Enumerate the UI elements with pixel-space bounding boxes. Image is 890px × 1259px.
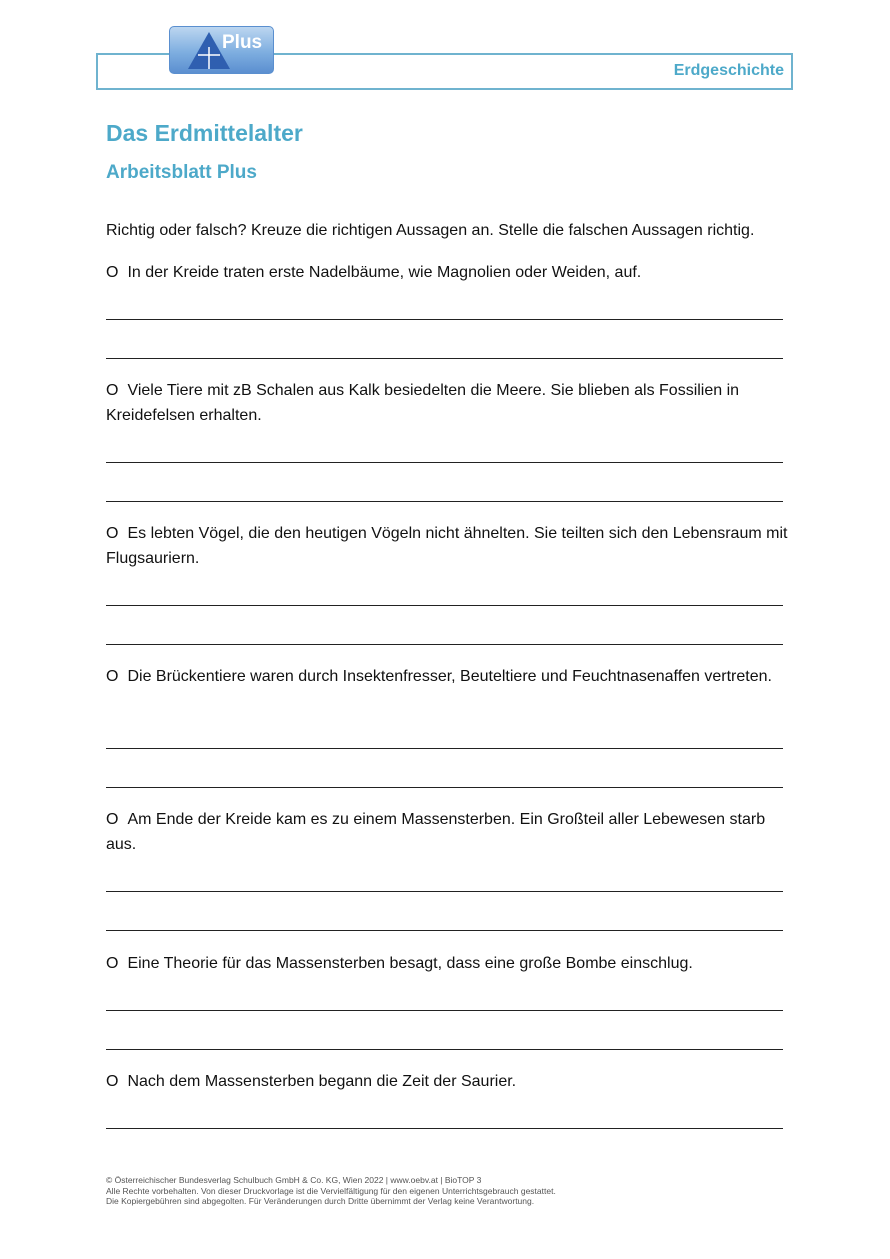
checkbox-marker[interactable]: O <box>106 668 119 685</box>
statement-text: Es lebten Vögel, die den heutigen Vögeln nicht ähnelten. Sie teilten sich den Lebensraum mit Flugsauriern. <box>106 525 788 567</box>
answer-line[interactable] <box>106 891 783 892</box>
statement-2 <box>106 378 791 428</box>
statement-1 <box>106 260 791 285</box>
footer-copyright: © Österreichischer Bundesverlag Schulbuch GmbH & Co. KG, Wien 2022 | www.oebv.at | BioTOP 3 <box>106 1175 482 1185</box>
statement-text: Viele Tiere mit zB Schalen aus Kalk besiedelten die Meere. Sie blieben als Fossilien in Kreidefelsen erhalten. <box>106 382 740 424</box>
answer-line[interactable] <box>106 1049 783 1050</box>
answer-line[interactable] <box>106 930 783 931</box>
checkbox-marker[interactable]: O <box>106 811 119 828</box>
page-subtitle: Arbeitsblatt Plus <box>106 162 257 183</box>
logo <box>169 26 274 74</box>
answer-line[interactable] <box>106 605 783 606</box>
checkbox-marker[interactable]: O <box>106 955 119 972</box>
answer-line[interactable] <box>106 462 783 463</box>
statement-text: Die Brückentiere waren durch Insektenfresser, Beuteltiere und Feuchtnasenaffen vertreten. <box>127 668 772 685</box>
statement-5 <box>106 807 791 857</box>
statement-text: Am Ende der Kreide kam es zu einem Massensterben. Ein Großteil aller Lebewesen starb aus. <box>106 811 766 853</box>
footer-disclaimer: Die Kopiergebühren sind abgegolten. Für Veränderungen durch Dritte übernimmt der Verlag keine Verantwortung. <box>106 1196 535 1206</box>
statement-text: Eine Theorie für das Massensterben besagt, dass eine große Bombe einschlug. <box>127 955 693 972</box>
checkbox-marker[interactable]: O <box>106 1073 119 1090</box>
answer-line[interactable] <box>106 1128 783 1129</box>
answer-line[interactable] <box>106 787 783 788</box>
footer-rights: Alle Rechte vorbehalten. Von dieser Druckvorlage ist die Vervielfältigung für den eigenen Unterrichtsgebrauch gestattet. <box>106 1185 556 1196</box>
checkbox-marker[interactable]: O <box>106 382 119 399</box>
answer-line[interactable] <box>106 644 783 645</box>
statement-text: In der Kreide traten erste Nadelbäume, wie Magnolien oder Weiden, auf. <box>127 264 642 281</box>
section-label: Erdgeschichte <box>673 62 784 79</box>
checkbox-marker[interactable]: O <box>106 525 119 542</box>
footer <box>106 1175 556 1207</box>
checkbox-marker[interactable]: O <box>106 264 119 281</box>
answer-line[interactable] <box>106 501 783 502</box>
statement-text: Nach dem Massensterben begann die Zeit der Saurier. <box>127 1073 517 1090</box>
logo-text: Plus <box>222 32 263 53</box>
answer-line[interactable] <box>106 358 783 359</box>
statement-7 <box>106 1069 791 1094</box>
page-title: Das Erdmittelalter <box>106 120 303 146</box>
answer-line[interactable] <box>106 319 783 320</box>
statement-4 <box>106 664 791 689</box>
statement-3 <box>106 521 791 571</box>
statement-6 <box>106 951 791 976</box>
instructions: Richtig oder falsch? Kreuze die richtigen Aussagen an. Stelle die falschen Aussagen richtig. <box>106 222 755 239</box>
answer-line[interactable] <box>106 748 783 749</box>
answer-line[interactable] <box>106 1010 783 1011</box>
